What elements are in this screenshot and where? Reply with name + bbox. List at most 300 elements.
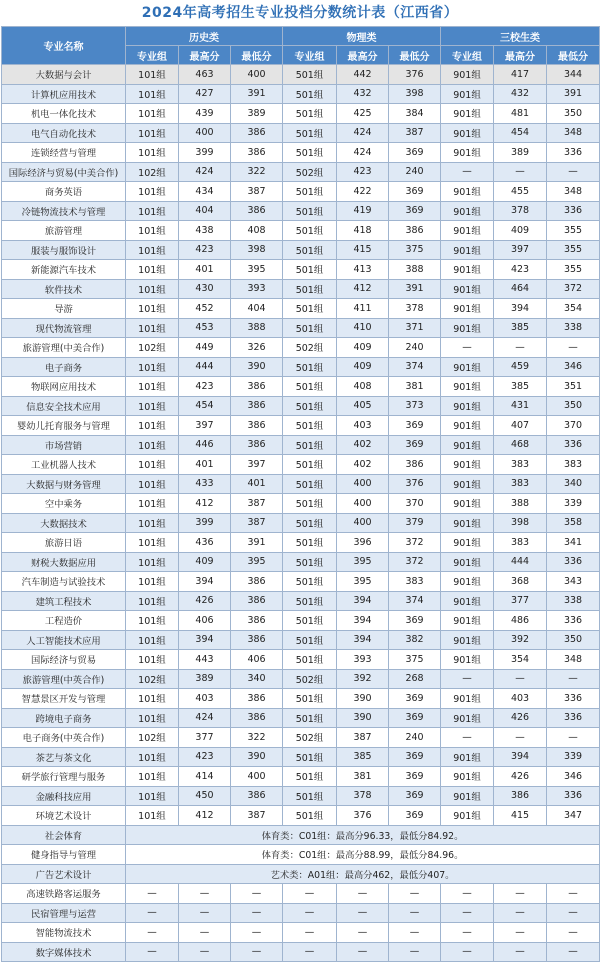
score-cell: 901组 [441, 455, 494, 475]
score-cell: 101组 [126, 84, 179, 104]
score-cell: — [283, 923, 337, 943]
score-cell: 336 [547, 552, 600, 572]
score-cell: 372 [389, 533, 441, 553]
score-cell: 336 [547, 201, 600, 221]
score-cell: 344 [547, 65, 600, 85]
score-cell: 426 [494, 708, 547, 728]
table-row [2, 513, 600, 533]
note-row [2, 825, 600, 845]
score-cell: 101组 [126, 455, 179, 475]
score-cell: 430 [179, 279, 231, 299]
score-cell: 388 [231, 318, 283, 338]
score-cell: 502组 [283, 338, 337, 358]
score-cell: 407 [494, 416, 547, 436]
table-row [2, 767, 600, 787]
score-cell: 501组 [283, 708, 337, 728]
score-cell: 901组 [441, 494, 494, 514]
score-cell: 452 [179, 299, 231, 319]
score-cell: 369 [389, 201, 441, 221]
score-cell: 501组 [283, 123, 337, 143]
score-cell: 394 [337, 591, 389, 611]
score-cell: 501组 [283, 201, 337, 221]
major-name-cell: 旅游管理(中美合作) [2, 338, 126, 358]
score-note-cell: 艺术类：A01组：最高分462，最低分407。 [126, 864, 600, 884]
score-cell: — [179, 942, 231, 962]
table-row [2, 494, 600, 514]
score-cell: 397 [179, 416, 231, 436]
score-cell: 432 [337, 84, 389, 104]
score-cell: 901组 [441, 747, 494, 767]
major-name-cell: 信息安全技术应用 [2, 396, 126, 416]
major-name-cell: 大数据与会计 [2, 65, 126, 85]
major-name-cell: 电子商务(中英合作) [2, 728, 126, 748]
score-cell: 404 [179, 201, 231, 221]
score-cell: 387 [389, 123, 441, 143]
score-cell: 386 [231, 143, 283, 163]
score-cell: 501组 [283, 221, 337, 241]
score-cell: 101组 [126, 65, 179, 85]
score-cell: 354 [494, 650, 547, 670]
score-cell: 391 [231, 84, 283, 104]
score-cell: 391 [547, 84, 600, 104]
score-cell: 101组 [126, 572, 179, 592]
score-cell: — [337, 942, 389, 962]
score-cell: 336 [547, 708, 600, 728]
major-name-cell: 金融科技应用 [2, 786, 126, 806]
major-name-cell: 健身指导与管理 [2, 845, 126, 865]
score-cell: 101组 [126, 143, 179, 163]
score-cell: — [126, 903, 179, 923]
major-name-cell: 旅游管理(中英合作) [2, 669, 126, 689]
physics-group-header: 物理类 [283, 27, 441, 46]
score-cell: 419 [337, 201, 389, 221]
score-cell: 423 [494, 260, 547, 280]
major-name-cell: 跨境电子商务 [2, 708, 126, 728]
score-cell: 439 [179, 104, 231, 124]
score-cell: 322 [231, 728, 283, 748]
score-cell: 240 [389, 162, 441, 182]
score-cell: 391 [389, 279, 441, 299]
score-cell: 901组 [441, 396, 494, 416]
score-cell: 415 [337, 240, 389, 260]
score-cell: 901组 [441, 123, 494, 143]
table-row [2, 552, 600, 572]
score-cell: 401 [179, 455, 231, 475]
score-cell: — [441, 942, 494, 962]
score-cell: 901组 [441, 591, 494, 611]
score-cell: 400 [179, 123, 231, 143]
score-cell: 422 [337, 182, 389, 202]
major-name-cell: 工业机器人技术 [2, 455, 126, 475]
table-row [2, 611, 600, 631]
score-cell: 501组 [283, 182, 337, 202]
score-cell: 423 [179, 377, 231, 397]
table-row [2, 143, 600, 163]
score-cell: 391 [231, 533, 283, 553]
score-cell: — [441, 669, 494, 689]
score-cell: 101组 [126, 552, 179, 572]
score-cell: 501组 [283, 299, 337, 319]
score-cell: — [547, 903, 600, 923]
score-cell: 901组 [441, 240, 494, 260]
score-cell: 101组 [126, 416, 179, 436]
score-cell: 322 [231, 162, 283, 182]
major-name-cell: 工程造价 [2, 611, 126, 631]
major-name-cell: 汽车制造与试验技术 [2, 572, 126, 592]
table-row [2, 708, 600, 728]
score-cell: 386 [231, 377, 283, 397]
score-cell: 501组 [283, 65, 337, 85]
score-cell: 376 [337, 806, 389, 826]
score-cell: — [441, 728, 494, 748]
score-cell: 101组 [126, 650, 179, 670]
score-cell: — [441, 903, 494, 923]
score-cell: 501组 [283, 611, 337, 631]
table-row [2, 669, 600, 689]
score-cell: 425 [337, 104, 389, 124]
sanxiao-group-header: 三校生类 [441, 27, 600, 46]
score-cell: 395 [337, 552, 389, 572]
table-row [2, 942, 600, 962]
score-cell: 453 [179, 318, 231, 338]
score-cell: — [179, 884, 231, 904]
score-cell: 423 [179, 240, 231, 260]
score-cell: 387 [231, 806, 283, 826]
score-cell: 403 [179, 689, 231, 709]
score-cell: 394 [179, 572, 231, 592]
score-cell: 387 [231, 494, 283, 514]
score-cell: 486 [494, 611, 547, 631]
score-cell: 455 [494, 182, 547, 202]
score-cell: 372 [389, 552, 441, 572]
score-cell: 400 [231, 65, 283, 85]
score-cell: 406 [231, 650, 283, 670]
score-cell: 373 [389, 396, 441, 416]
score-cell: 369 [389, 806, 441, 826]
score-cell: 426 [179, 591, 231, 611]
score-cell: 372 [547, 279, 600, 299]
score-cell: 390 [337, 708, 389, 728]
score-cell: 398 [389, 84, 441, 104]
score-cell: 501组 [283, 494, 337, 514]
score-cell: 436 [179, 533, 231, 553]
table-row [2, 377, 600, 397]
score-cell: 901组 [441, 279, 494, 299]
score-cell: 368 [494, 572, 547, 592]
score-cell: 501组 [283, 572, 337, 592]
score-cell: 501组 [283, 650, 337, 670]
score-cell: 326 [231, 338, 283, 358]
sub-header-max: 最高分 [337, 46, 389, 65]
score-note-cell: 体育类：C01组：最高分88.99，最低分84.96。 [126, 845, 600, 865]
score-cell: 400 [337, 494, 389, 514]
score-cell: 403 [337, 416, 389, 436]
score-cell: 347 [547, 806, 600, 826]
score-cell: 402 [337, 455, 389, 475]
score-cell: 341 [547, 533, 600, 553]
score-cell: — [547, 923, 600, 943]
score-cell: 383 [547, 455, 600, 475]
score-cell: 386 [231, 611, 283, 631]
score-cell: 463 [179, 65, 231, 85]
score-cell: 101组 [126, 767, 179, 787]
score-cell: 339 [547, 747, 600, 767]
score-cell: 376 [389, 474, 441, 494]
score-cell: 385 [337, 747, 389, 767]
major-name-cell: 新能源汽车技术 [2, 260, 126, 280]
score-cell: 350 [547, 104, 600, 124]
score-cell: 501组 [283, 240, 337, 260]
score-cell: 901组 [441, 513, 494, 533]
score-cell: 355 [547, 240, 600, 260]
score-cell: 358 [547, 513, 600, 533]
score-cell: 369 [389, 767, 441, 787]
score-cell: 336 [547, 611, 600, 631]
score-cell: 378 [389, 299, 441, 319]
score-cell: 501组 [283, 689, 337, 709]
score-cell: 901组 [441, 650, 494, 670]
score-cell: 426 [494, 767, 547, 787]
table-row [2, 357, 600, 377]
score-cell: 369 [389, 689, 441, 709]
score-cell: 101组 [126, 513, 179, 533]
major-name-cell: 连锁经营与管理 [2, 143, 126, 163]
score-cell: 501组 [283, 357, 337, 377]
major-name-cell: 商务英语 [2, 182, 126, 202]
score-cell: 501组 [283, 630, 337, 650]
score-cell: 901组 [441, 435, 494, 455]
score-cell: 501组 [283, 416, 337, 436]
score-cell: 355 [547, 221, 600, 241]
score-cell: 405 [337, 396, 389, 416]
score-cell: 901组 [441, 377, 494, 397]
score-cell: — [389, 884, 441, 904]
major-name-cell: 智能物流技术 [2, 923, 126, 943]
score-cell: 901组 [441, 416, 494, 436]
major-name-cell: 大数据技术 [2, 513, 126, 533]
score-cell: 501组 [283, 435, 337, 455]
major-name-cell: 导游 [2, 299, 126, 319]
score-cell: 501组 [283, 377, 337, 397]
score-cell: — [283, 884, 337, 904]
table-row [2, 455, 600, 475]
score-cell: 901组 [441, 689, 494, 709]
score-cell: 101组 [126, 630, 179, 650]
major-name-cell: 婴幼儿托育服务与管理 [2, 416, 126, 436]
score-cell: 464 [494, 279, 547, 299]
sub-header-group: 专业组 [126, 46, 179, 65]
score-cell: 501组 [283, 806, 337, 826]
table-row [2, 747, 600, 767]
table-row [2, 689, 600, 709]
major-name-cell: 数字媒体技术 [2, 942, 126, 962]
score-cell: 388 [494, 494, 547, 514]
score-cell: 348 [547, 650, 600, 670]
table-body [2, 65, 600, 962]
major-name-cell: 电气自动化技术 [2, 123, 126, 143]
score-cell: 382 [389, 630, 441, 650]
score-cell: 423 [337, 162, 389, 182]
note-row [2, 845, 600, 865]
score-cell: 901组 [441, 221, 494, 241]
score-cell: 101组 [126, 708, 179, 728]
score-cell: 386 [231, 786, 283, 806]
major-name-cell: 社会体育 [2, 825, 126, 845]
score-cell: — [441, 162, 494, 182]
score-cell: 387 [337, 728, 389, 748]
score-cell: — [337, 884, 389, 904]
score-cell: 386 [389, 455, 441, 475]
score-cell: 901组 [441, 708, 494, 728]
score-cell: 415 [494, 806, 547, 826]
table-row [2, 591, 600, 611]
score-cell: 396 [337, 533, 389, 553]
score-cell: 374 [389, 591, 441, 611]
table-row [2, 903, 600, 923]
score-cell: 424 [337, 123, 389, 143]
score-note-cell: 体育类：C01组：最高分96.33，最低分84.92。 [126, 825, 600, 845]
major-name-cell: 民宿管理与运营 [2, 903, 126, 923]
score-cell: 395 [231, 552, 283, 572]
major-name-cell: 旅游日语 [2, 533, 126, 553]
score-cell: 377 [494, 591, 547, 611]
major-name-cell: 国际经济与贸易(中美合作) [2, 162, 126, 182]
score-cell: — [126, 884, 179, 904]
table-row [2, 630, 600, 650]
score-cell: 901组 [441, 611, 494, 631]
score-cell: 240 [389, 338, 441, 358]
score-cell: — [547, 162, 600, 182]
table-header [2, 27, 600, 65]
score-cell: — [389, 923, 441, 943]
score-cell: 409 [494, 221, 547, 241]
score-cell: — [441, 923, 494, 943]
score-cell: — [494, 162, 547, 182]
score-cell: 386 [389, 221, 441, 241]
score-cell: 446 [179, 435, 231, 455]
score-cell: 389 [231, 104, 283, 124]
score-cell: — [494, 669, 547, 689]
score-cell: 346 [547, 767, 600, 787]
major-name-cell: 现代物流管理 [2, 318, 126, 338]
score-cell: 386 [231, 201, 283, 221]
score-cell: 901组 [441, 806, 494, 826]
score-cell: 444 [494, 552, 547, 572]
sub-header-max: 最高分 [179, 46, 231, 65]
table-row [2, 182, 600, 202]
major-name-cell: 建筑工程技术 [2, 591, 126, 611]
score-cell: 383 [494, 474, 547, 494]
score-cell: 392 [337, 669, 389, 689]
score-cell: 369 [389, 708, 441, 728]
score-cell: 390 [231, 357, 283, 377]
sub-header-max: 最高分 [494, 46, 547, 65]
table-row [2, 279, 600, 299]
score-cell: 501组 [283, 318, 337, 338]
score-cell: 408 [337, 377, 389, 397]
score-cell: 355 [547, 260, 600, 280]
score-cell: — [441, 884, 494, 904]
score-cell: 369 [389, 611, 441, 631]
score-cell: 418 [337, 221, 389, 241]
score-cell: — [126, 942, 179, 962]
major-name-cell: 冷链物流技术与管理 [2, 201, 126, 221]
score-cell: 383 [494, 455, 547, 475]
score-cell: 390 [337, 689, 389, 709]
score-cell: 371 [389, 318, 441, 338]
score-cell: 404 [231, 299, 283, 319]
score-cell: 394 [337, 630, 389, 650]
score-cell: 387 [231, 182, 283, 202]
table-row [2, 435, 600, 455]
major-name-cell: 人工智能技术应用 [2, 630, 126, 650]
score-cell: 101组 [126, 591, 179, 611]
score-cell: 351 [547, 377, 600, 397]
score-cell: 501组 [283, 104, 337, 124]
score-cell: 395 [337, 572, 389, 592]
score-cell: 434 [179, 182, 231, 202]
score-cell: — [547, 669, 600, 689]
score-cell: 390 [231, 747, 283, 767]
score-cell: 101组 [126, 221, 179, 241]
score-cell: 408 [231, 221, 283, 241]
score-cell: 338 [547, 318, 600, 338]
score-cell: 901组 [441, 474, 494, 494]
table-row [2, 728, 600, 748]
score-cell: 338 [547, 591, 600, 611]
score-cell: 381 [389, 377, 441, 397]
score-cell: 369 [389, 182, 441, 202]
score-cell: 501组 [283, 279, 337, 299]
score-cell: 398 [494, 513, 547, 533]
major-name-cell: 旅游管理 [2, 221, 126, 241]
score-cell: 101组 [126, 240, 179, 260]
score-cell: 102组 [126, 162, 179, 182]
table-row [2, 884, 600, 904]
score-cell: 397 [231, 455, 283, 475]
score-cell: 102组 [126, 338, 179, 358]
score-cell: — [231, 942, 283, 962]
score-cell: 433 [179, 474, 231, 494]
score-cell: 412 [179, 806, 231, 826]
table-row [2, 260, 600, 280]
score-cell: 399 [179, 143, 231, 163]
score-cell: 386 [231, 591, 283, 611]
table-row [2, 201, 600, 221]
table-row [2, 221, 600, 241]
score-cell: 901组 [441, 318, 494, 338]
score-cell: 501组 [283, 84, 337, 104]
table-row [2, 923, 600, 943]
score-cell: 386 [231, 416, 283, 436]
score-cell: — [283, 903, 337, 923]
score-cell: 423 [179, 747, 231, 767]
table-row [2, 786, 600, 806]
score-cell: 444 [179, 357, 231, 377]
score-cell: 386 [231, 689, 283, 709]
score-cell: 901组 [441, 357, 494, 377]
score-cell: — [337, 923, 389, 943]
score-cell: 409 [337, 338, 389, 358]
score-cell: 336 [547, 435, 600, 455]
score-cell: 379 [389, 513, 441, 533]
score-cell: 101组 [126, 786, 179, 806]
major-name-cell: 空中乘务 [2, 494, 126, 514]
score-cell: 393 [337, 650, 389, 670]
score-cell: 394 [179, 630, 231, 650]
score-cell: 350 [547, 630, 600, 650]
table-row [2, 396, 600, 416]
